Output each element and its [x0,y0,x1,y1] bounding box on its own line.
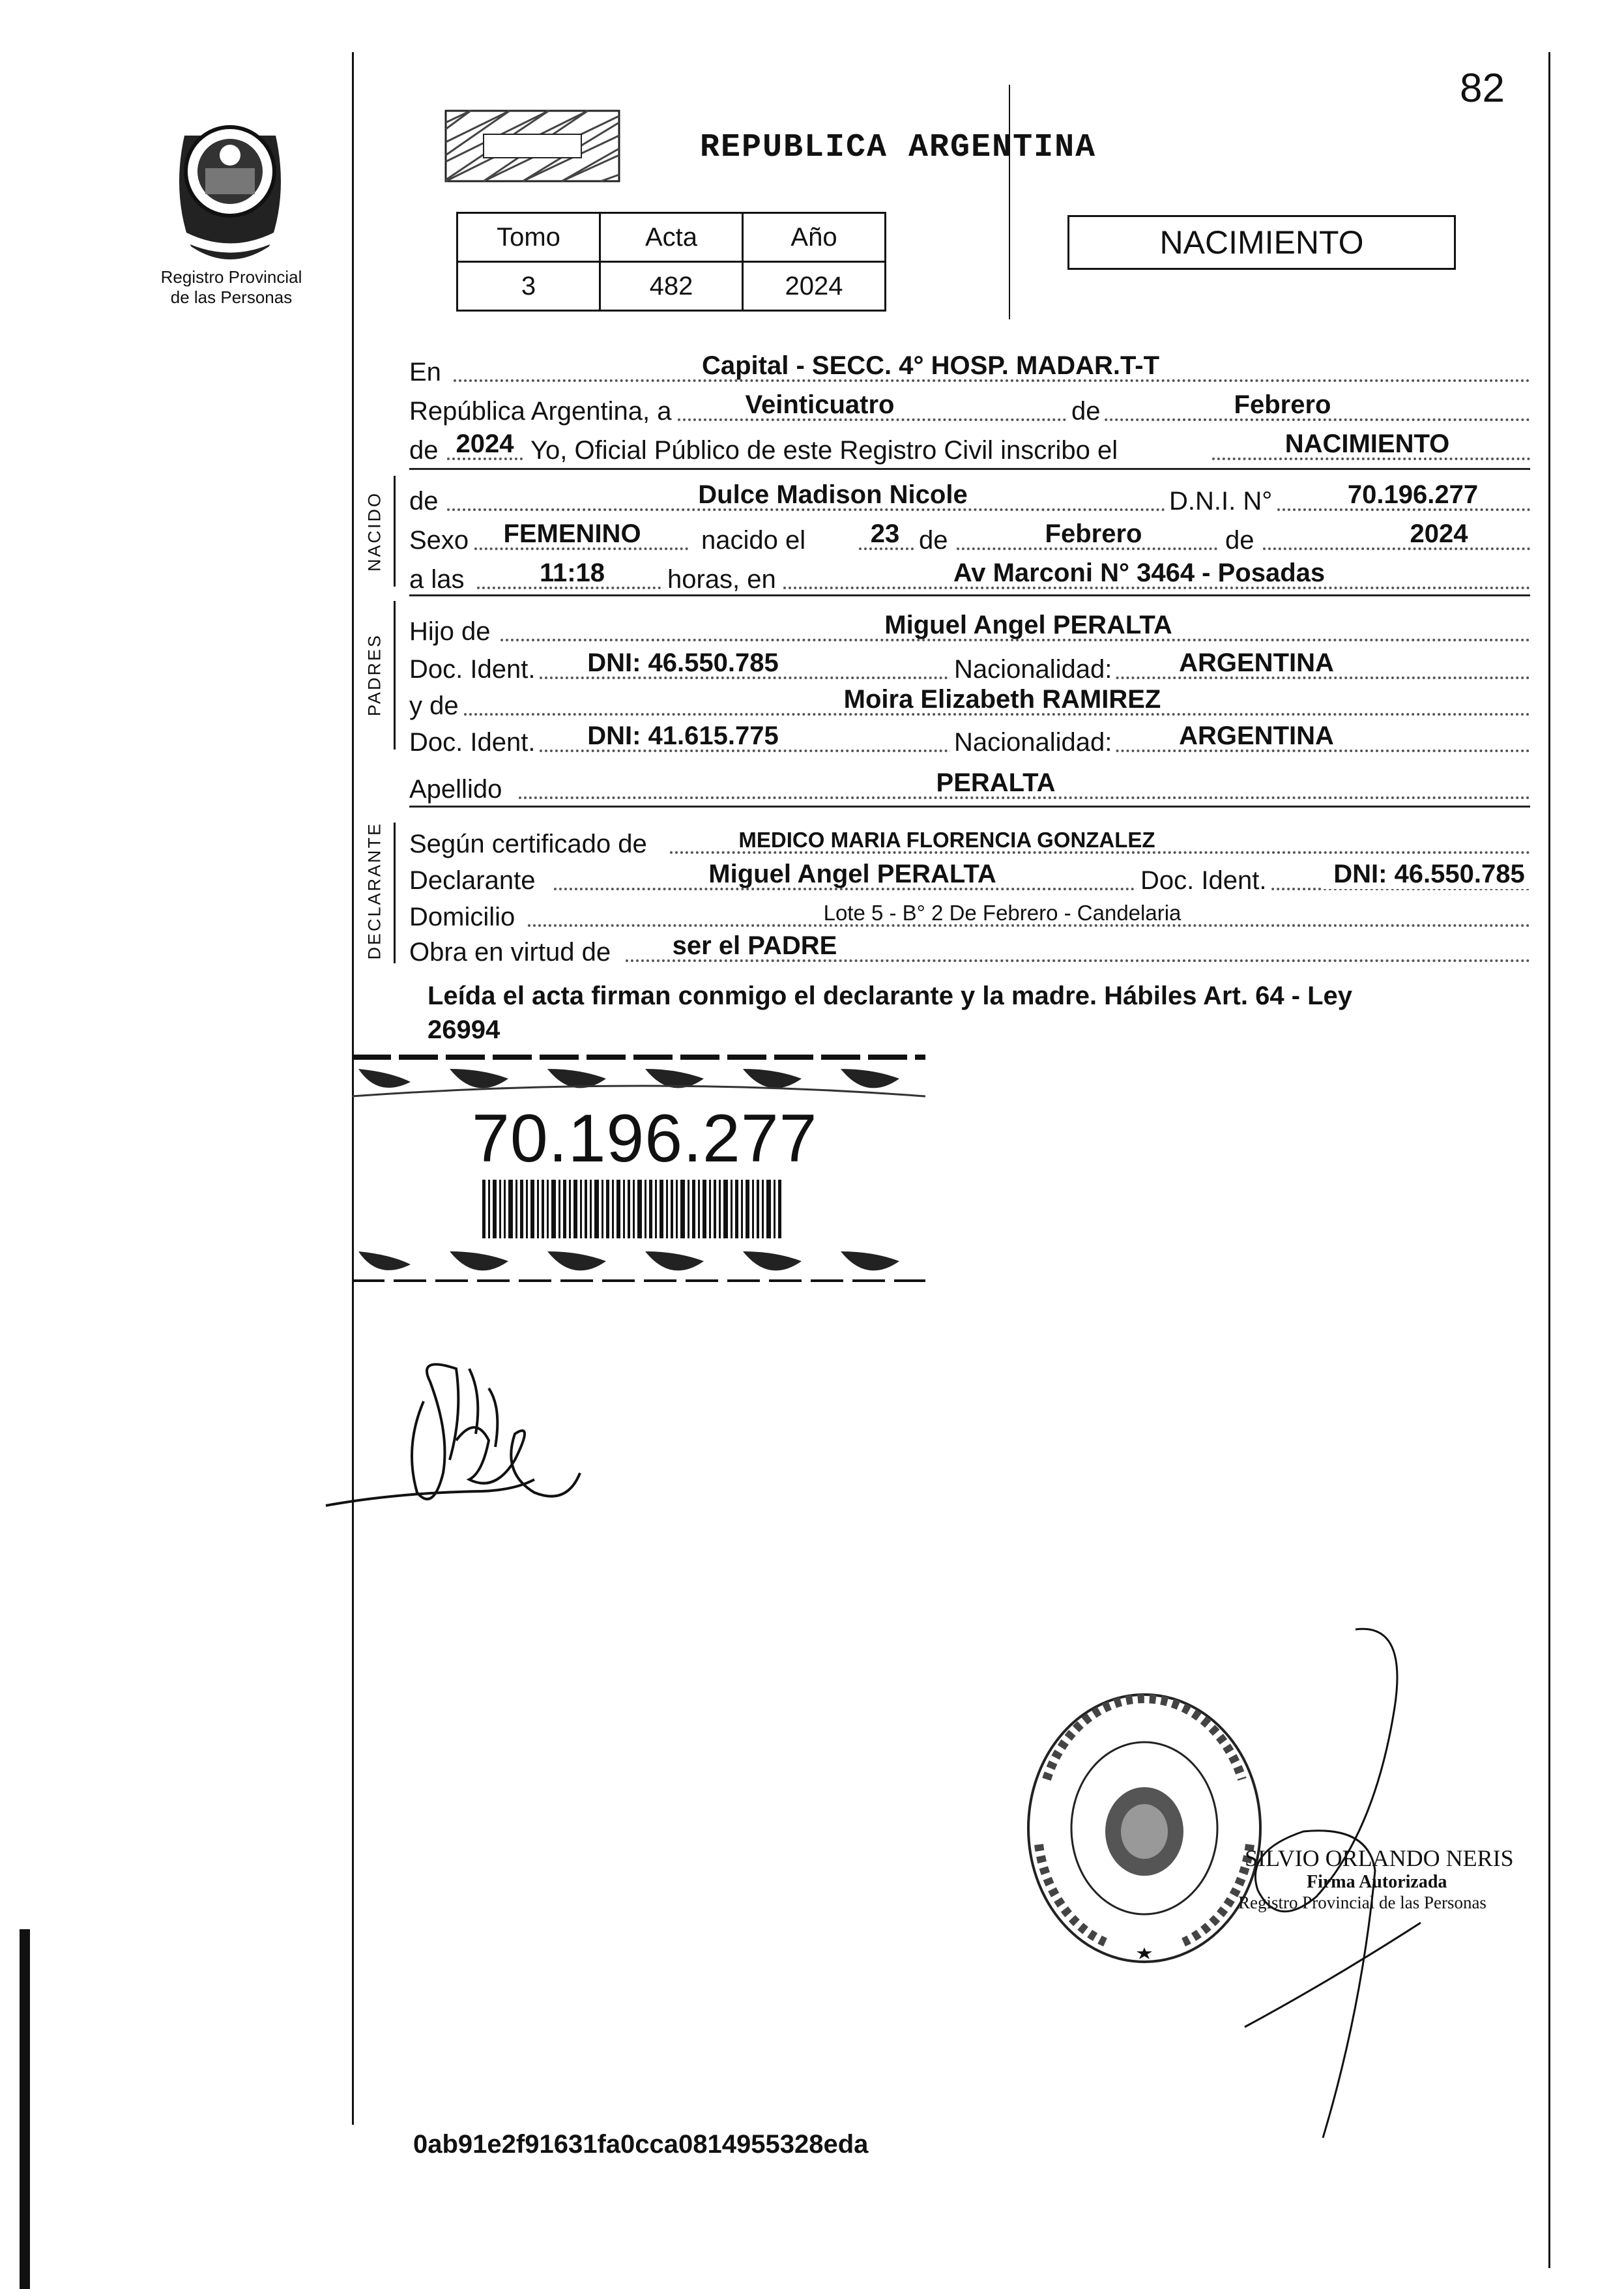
father-doc-label: Doc. Ident. [409,655,536,684]
parents-side-label: PADRES [364,633,384,717]
father-nationality: ARGENTINA [1179,649,1334,677]
volume-header-tomo: Tomo [457,213,600,262]
birth-place: Av Marconi N° 3464 - Posadas [953,559,1326,587]
closing-statement [428,979,1522,1047]
by-virtue-value: ser el PADRE [672,931,837,960]
surname-value: PERALTA [936,768,1056,797]
document-hash: 0ab91e2f91631fa0cca0814955328eda [413,2130,869,2159]
officer-row [409,430,1530,465]
center-fold-line [1009,85,1010,319]
mother-nationality: ARGENTINA [1179,722,1334,750]
surname-row [409,769,1530,804]
security-guilloche-stamp [444,109,620,182]
declarant-name: Miguel Angel PERALTA [708,860,996,888]
birth-time: 11:18 [539,559,605,587]
child-of-label: Hijo de [409,617,491,646]
officer-name: SILVIO ORLANDO NERIS [1245,1845,1514,1871]
record-type-box: NACIMIENTO [1067,215,1456,270]
address-row [409,897,1530,932]
official-signature [1238,1616,1434,2151]
place-label: En [409,358,441,386]
birth-month: Febrero [1045,519,1142,548]
mother-nationality-label: Nacionalidad: [950,728,1116,757]
certificate-row [409,824,1530,859]
issuer-line-2: de las Personas [170,287,293,307]
declarant-row [409,860,1530,896]
registration-event: NACIMIENTO [1284,430,1450,458]
birth-year-label: de [1225,526,1254,555]
volume-table-value-row [457,262,886,311]
time-label: a las [409,565,465,594]
section-divider [409,594,1530,596]
certificate-value: MEDICO MARIA FLORENCIA GONZALEZ [738,828,1155,852]
born-side-label: NACIDO [364,491,384,572]
mother-row [409,686,1530,721]
registration-place: Capital - SECC. 4° HOSP. MADAR.T-T [701,351,1159,380]
year-prefix-label: de [409,436,439,465]
page-number: 82 [1460,66,1505,111]
declarant-signature [319,1343,593,1551]
issuer-caption [124,267,339,308]
section-divider [409,468,1530,470]
date-row [409,391,1530,426]
volume-header-anio: Año [743,213,886,262]
by-virtue-label: Obra en virtud de [409,938,611,967]
official-seal [1021,1688,1268,1968]
declarant-doc-label: Doc. Ident. [1137,866,1270,896]
sex-label: Sexo [409,526,469,555]
volume-anio: 2024 [743,262,886,311]
country-title: REPUBLICA ARGENTINA [700,129,1097,166]
mother-name: Moira Elizabeth RAMIREZ [843,685,1161,714]
registration-day: Veinticuatro [745,390,895,419]
issuer-line-1: Registro Provincial [160,267,302,287]
date-label: República Argentina, a [409,397,672,426]
mother-doc: DNI: 41.615.775 [587,722,779,750]
sticker-top-band [352,1049,938,1101]
born-name-label: de [409,487,439,516]
birth-year: 2024 [1410,519,1468,548]
father-name: Miguel Angel PERALTA [884,611,1172,639]
parents-section-bar [394,601,396,750]
registration-year: 2024 [456,430,514,458]
section-divider [409,806,1530,808]
hours-label: horas, en [663,565,780,594]
father-doc-row [409,649,1530,684]
right-margin-rule [1548,52,1550,2268]
father-doc: DNI: 46.550.785 [587,649,779,677]
born-sex-row [409,520,1530,555]
province-emblem [158,109,302,272]
by-virtue-row [409,932,1530,967]
declarant-doc: DNI: 46.550.785 [1322,860,1537,889]
born-sex: FEMENINO [503,519,641,548]
born-name-row [409,481,1530,516]
closing-line-2: 26994 [428,1015,500,1044]
volume-acta: 482 [600,262,743,311]
mother-doc-row [409,722,1530,757]
birth-day: 23 [870,519,900,548]
born-time-row [409,559,1530,594]
officer-role: Firma Autorizada [1307,1872,1447,1892]
officer-org: Registro Provincial de las Personas [1238,1893,1486,1912]
address-value: Lote 5 - B° 2 De Febrero - Candelaria [823,901,1182,925]
address-label: Domicilio [409,903,515,931]
volume-table-header-row [457,213,886,262]
born-dni: 70.196.277 [1347,480,1479,509]
surname-label: Apellido [409,775,502,804]
volume-table [456,212,886,312]
born-name: Dulce Madison Nicole [698,480,968,509]
born-section-bar [394,476,396,587]
closing-line-1: Leída el acta firman conmigo el declarante y la madre. Hábiles Art. 64 - Ley [428,982,1353,1010]
dni-label: D.N.I. N° [1165,487,1276,516]
binding-edge [20,1929,30,2289]
month-of-label: de [1067,397,1105,426]
id-sticker [352,1049,938,1290]
father-row [409,611,1530,647]
mother-doc-label: Doc. Ident. [409,728,536,757]
certificate-label: Según certificado de [409,830,647,858]
and-of-label: y de [409,692,459,720]
officer-text: Yo, Oficial Público de este Registro Civil inscribo el [530,436,1118,465]
father-nationality-label: Nacionalidad: [950,655,1116,684]
volume-header-acta: Acta [600,213,743,262]
declarant-section-bar [394,823,396,963]
born-on-label: nacido el [701,526,806,555]
sticker-id-number: 70.196.277 [472,1101,818,1176]
volume-tomo: 3 [457,262,600,311]
birth-month-of-label: de [919,526,948,555]
sticker-barcode [482,1180,782,1245]
sticker-bottom-band [352,1245,938,1290]
registration-month: Febrero [1234,390,1331,419]
declarant-side-label: DECLARANTE [364,821,384,960]
place-row [409,352,1530,387]
declarant-label: Declarante [409,866,536,895]
